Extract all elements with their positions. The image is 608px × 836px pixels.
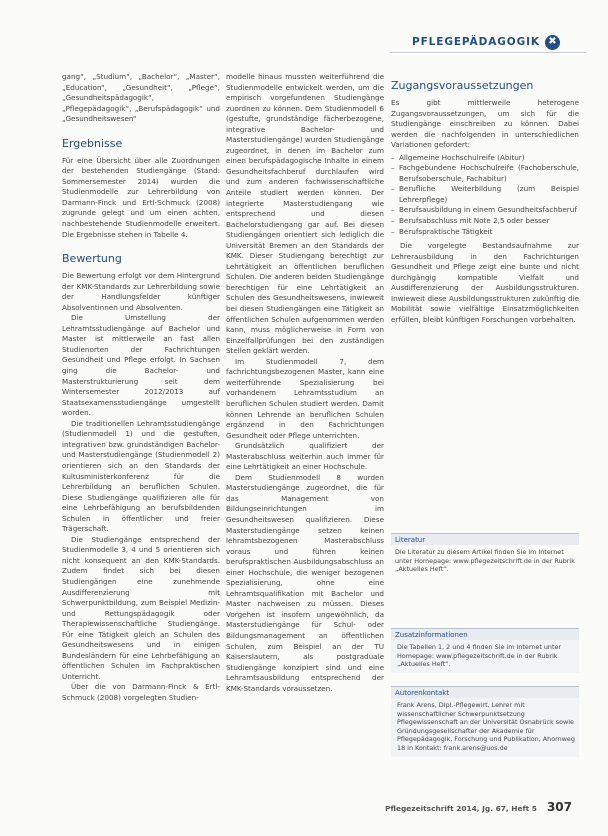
rating-paragraph-2: Die Umstellung der Lehramtsstudiengänge auf Bachelor und Master ist mittlerweile an fast allen Studienorten der Fachrichtungen Gesundheit und Pflege erfolgt. In Sachsen ging die Bachelor- und Masterstrukturierung seit dem Wintersemester 2012/2013 auf Staatsexamensstudiengänge umgestellt worden.	[62, 313, 220, 418]
header-rule	[390, 52, 586, 53]
middle-paragraph-1: modelle hinaus mussten weiterführend die Studienmodelle entwickelt werden, um die empirisch vorgefundenen Studiengänge zuordnen zu können. Dem Studienmodell 6 (gestufte, grundständige fächerbezogene, integrative Bachelor- und Masterstudiengänge) wurden Studiengänge zugeordnet, in denen im Bachelor zum einen berufspädagogische Inhalte in einem Gesundheitsfachberuf durchlaufen wird und zum anderen fachwissenschaftliche Anteile studiert werden können. Der integrierte Masterstudiengang wie entsprechend und diesen Bachelorstudiengang gar auf. Bei diesen Studiengängen orientiert sich lediglich die Universität Bremen an den Standards der KMK. Dieser Studiengang berechtigt zur Lehrtätigkeit an öffentlichen beruflichen Schulen. Die anderen beiden Studiengänge berechtigen für eine Lehrtätigkeit an Schulen des Gesundheitswesens, inwieweit bei diesen Studiengängen eine Tätigkeit an öffentlichen Schulen aufgenommen werden kann, muss möglicherweise in Form von Einzelfallprüfungen bei den zuständigen Stellen geklärt werden.	[226, 72, 384, 356]
author-contact-box-text: Frank Arens, Dipl.-Pflegewirt, Lehrer mit wissenschaftlicher Schwerpunktsetzung Pflegewissenschaft an der Universität Osnabrück sowie Gründungsgesellschafter der Akademie für Pflegepädagogik, Forschung und Publikation, Ahornweg 18 in Kontakt: frank.arens@uos.de	[391, 698, 579, 757]
column-right	[391, 72, 579, 325]
list-item-text: Berufsabschluss mit Note 2,5 oder besser	[399, 216, 550, 226]
list-item-text: Fachgebundene Hochschulreife (Fachoberschule, Berufsoberschule, Fachabitur)	[399, 163, 579, 183]
middle-paragraph-2: Im Studienmodell 7, dem fachrichtungsbezogenen Master, kann eine weiterführende Spezialisierung bei vorhandenem Lehramtsstudium an beruflichen Schulen studiert werden. Damit können Lehrende an beruflichen Schulen ergänzend in den Fachrichtungen Gesundheit oder Pflege unterrichten.	[226, 356, 384, 440]
additional-info-box	[391, 628, 579, 673]
journal-citation: Pflegezeitschrift 2014, Jg. 67, Heft 5	[385, 804, 537, 813]
heading-results: Ergebnisse	[62, 136, 123, 150]
literature-box-text: Die Literatur zu diesem Artikel finden Sie im Internet unter Homepage: www.pflegezeitschrift.de in der Rubrik „Aktuelles Heft“.	[391, 545, 579, 578]
list-item	[391, 227, 579, 238]
column-left	[62, 72, 220, 704]
additional-info-box-title: Zusatzinformationen	[391, 628, 579, 640]
list-item-text: Allgemeine Hochschulreife (Abitur)	[399, 152, 525, 162]
heading-rating: Bewertung	[62, 252, 122, 266]
list-item	[391, 163, 579, 184]
column-middle	[226, 72, 384, 694]
list-item	[391, 216, 579, 227]
bullet-dash-icon: –	[391, 184, 395, 194]
middle-paragraph-3: Grundsätzlich qualifiziert der Masterabschluss weiterhin auch immer für eine Lehrtätigkeit an einer Hochschule.	[226, 441, 384, 472]
requirements-list	[391, 153, 579, 237]
results-paragraph: Für eine Übersicht über alle Zuordnungen der bestehenden Studiengänge (Stand: Sommersemester 2014) wurden die Studienmodelle zur Lehrerbildung von Darmann-Finck und Ertl-Schmuck (2008) zugrunde gelegt und um einen achten, nachbestehende Studienmodelle erweitert. Die Ergebnisse stehen in Tabelle 4.	[62, 155, 220, 239]
rating-paragraph-3: Die traditionellen Lehramtsstudiengänge (Studienmodell 1) und die gestuften, integrativen bzw. grundständigen Bachelor- und Masterstudiengänge (Studienmodell 2) orientieren sich an den Standards der Kultusministerkonferenz für die Lehrerbildung an beruflichen Schulen. Diese Studiengänge qualifizieren alle für eine Lehrbefähigung an berufsbildenden Schulen in öffentlicher und freier Trägerschaft.	[62, 418, 220, 534]
additional-info-box-text: Die Tabellen 1, 2 und 4 finden Sie im Internet unter Homepage: www.pflegezeitschrift.de in der Rubrik „Aktuelles Heft“.	[391, 640, 579, 673]
middle-paragraph-4: Dem Studienmodell 8 wurden Masterstudiengänge zugeordnet, die für das Management von Bildungseinrichtungen im Gesundheitswesen qualifizieren. Diese Masterstudiengänge setzen keinen lehramtsbezogenen Masterabschluss voraus und führen keinen berufspraktischen Ausbildungsabschluss an einer Hochschule, die weniger bezogenen Spezialisierung, ohne eine Lehramtsqualifikation mit Bachelor und Master nachweisen zu müssen. Dieses Vorgehen ist insofern ungewöhnlich, da Masterstudiengänge für Schul- oder Bildungsmanagement an öffentlichen Schulen, zum Beispiel an der TU Kaiserslautern, als postgraduale Studiengänge konzipiert sind und eine Lehramtsausbildung entsprechend der KMK-Standards voraussetzen.	[226, 472, 384, 693]
author-contact-box	[391, 686, 579, 757]
list-item	[391, 205, 579, 216]
keyword-list-text: gang“, „Studium“, „Bachelor“, „Master“, „Education“, „Gesundheit“, „Pflege“, „Gesundheitspädagogik“, „Pflegepädagogik“, „Berufspädagogik“ und „Gesundheitswesen“	[62, 72, 220, 124]
literature-box	[391, 533, 579, 578]
list-item	[391, 153, 579, 164]
closing-paragraph: Die vorgelegte Bestandsaufnahme zur Lehrerausbildung in den Fachrichtungen Gesundheit und Pflege zeigt eine bunte und nicht durchgängig kompatible Vielfalt und Ausdifferenzierung der Ausbildungsstrukturen. Inwieweit diese Ausbildungsstrukturen zukünftig die Mobilität sowie vielfältige Einsatzmöglichkeiten erfüllen, bleibt künftigen Forschungen vorbehalten.	[391, 241, 579, 324]
list-item-text: Berufliche Weiterbildung (zum Beispiel Lehrerpflege)	[399, 184, 579, 204]
section-header	[412, 33, 560, 51]
list-item	[391, 184, 579, 205]
page-number: 307	[546, 800, 572, 814]
bullet-dash-icon: –	[391, 152, 395, 162]
page-footer	[385, 800, 572, 814]
access-paragraph: Es gibt mittlerweile heterogene Zugangsvoraussetzungen, um sich für die Studiengänge einschreiben zu können. Dabei werden die nachfolgenden in unterschiedlichen Variationen gefordert:	[391, 98, 579, 150]
rating-paragraph-5: Über die von Darmann-Finck & Ertl-Schmuck (2008) vorgelegten Studien-	[62, 682, 220, 702]
section-logo-icon: ✖	[545, 35, 560, 50]
rating-paragraph-4: Die Studiengänge entsprechend der Studienmodelle 3, 4 und 5 orientieren sich nicht konsequent an den KMK-Standards. Zudem findet sich bei diesen Studiengängen eine zunehmende Ausdifferenzierung mit Schwerpunktbildung, zum Beispiel Medizin- und Rettungspädagogik oder Therapiewissenschaftliche Studiengänge. Für eine Tätigkeit gleich an Schulen des Gesundheitswesens und in einigen Bundesländern für eine Lehrbefähigung an öffentlichen Schulen im Fachpraktischen Unterricht.	[62, 534, 220, 681]
literature-box-title: Literatur	[391, 533, 579, 545]
author-contact-box-title: Autorenkontakt	[391, 686, 579, 698]
section-title: PFLEGEPÄDAGOGIK	[412, 36, 540, 48]
bullet-dash-icon: –	[391, 216, 395, 226]
bullet-dash-icon: –	[391, 163, 395, 173]
bullet-dash-icon: –	[391, 205, 395, 215]
rating-paragraph-1: Die Bewertung erfolgt vor dem Hintergrund der KMK-Standards zur Lehrerbildung sowie der Handlungsfelder künftiger Absolventinnen und Absolventen.	[62, 271, 220, 312]
list-item-text: Berufsausbildung in einem Gesundheitsfachberuf	[399, 205, 577, 215]
bullet-dash-icon: –	[391, 226, 395, 236]
list-item-text: Berufspraktische Tätigkeit	[399, 226, 493, 236]
heading-access: Zugangsvoraussetzungen	[391, 79, 534, 92]
